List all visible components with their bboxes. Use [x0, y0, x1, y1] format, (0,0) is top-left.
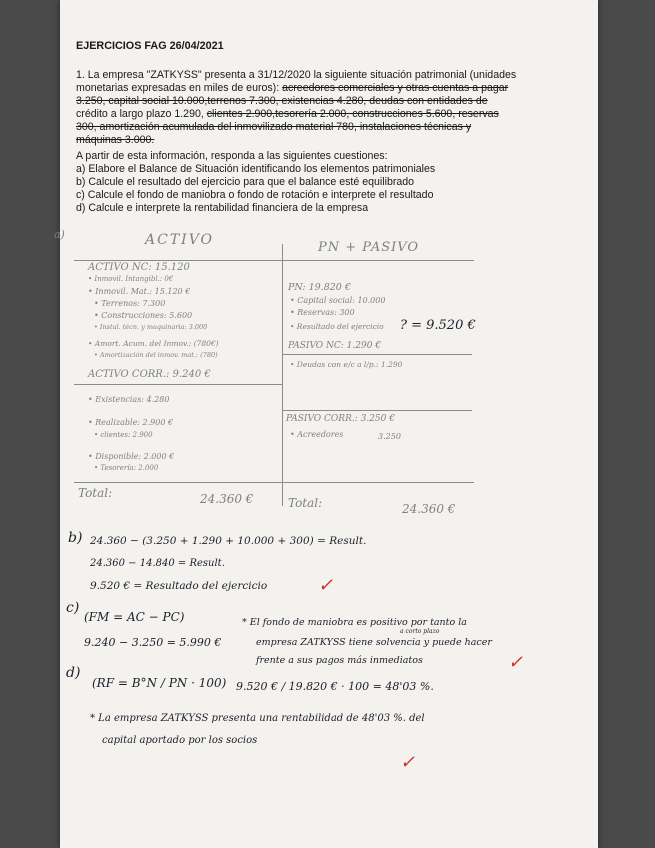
answer-d-label: d) [66, 665, 81, 681]
terrenos: • Terrenos: 7.300 [94, 299, 166, 308]
q1-instruction: A partir de esta información, responda a las siguientes cuestiones: [76, 150, 388, 162]
answer-d-calc: 9.520 € / 19.820 € · 100 = 48'03 %. [236, 680, 434, 693]
existencias: • Existencias: 4.280 [88, 395, 170, 404]
question-a: a) Elabore el Balance de Situación identificando los elementos patrimoniales [76, 163, 436, 175]
total-line [74, 482, 474, 483]
answer-d-formula: (RF = B°N / PN · 100) [92, 676, 227, 690]
total-pasivo: 24.360 € [402, 502, 456, 516]
inmov-intangible: • Inmovil. Intangibl.: 0€ [88, 275, 174, 283]
exercise-title: EJERCICIOS FAG 26/04/2021 [76, 40, 224, 52]
activo-nc: ACTIVO NC: 15.120 [88, 262, 190, 273]
q1-line5: 300, amortización acumulada del inmovilizado material 780, instalaciones técnicas y [76, 121, 472, 133]
q1-line3: 3.250, capital social 10.000,terrenos 7.300, existencias 4.280, deudas con entidades de [76, 95, 488, 107]
exam-paper [54, 0, 598, 848]
resultado-valor: ? = 9.520 € [400, 318, 476, 333]
activo-corriente: ACTIVO CORR.: 9.240 € [88, 369, 211, 380]
amortizacion-detalle: • Amortización del inmov. mat.: (780) [94, 351, 218, 359]
q1-line4: crédito a largo plazo 1.290, clientes 2.900,tesorería 2.000, construcciones 5.600, reservas [76, 108, 499, 120]
check-mark-b: ✓ [318, 575, 334, 596]
realizable: • Realizable: 2.900 € [88, 418, 174, 427]
acreedores-valor: 3.250 [378, 432, 401, 441]
answer-c-note-sup: a corto plazo [400, 628, 440, 635]
tesoreria: • Tesorería: 2.000 [94, 464, 159, 472]
reservas: • Reservas: 300 [290, 308, 355, 317]
activo-header: ACTIVO [145, 232, 215, 248]
answer-c-label: c) [66, 600, 80, 616]
answer-c-formula: (FM = AC − PC) [84, 610, 185, 624]
answer-b-result: 9.520 € = Resultado del ejercicio [90, 580, 268, 592]
activo-divider [74, 384, 282, 385]
resultado-ejercicio: • Resultado del ejercicio [290, 322, 384, 331]
deudas-lp: • Deudas con e/c a l/p.: 1.290 [290, 360, 403, 369]
question-c: c) Calcule el fondo de maniobra o fondo de rotación e interprete el resultado [76, 189, 434, 201]
pnc-divider [282, 354, 472, 355]
total-activo-label: Total: [78, 486, 113, 500]
check-mark-c: ✓ [508, 652, 524, 673]
instalaciones: • Instal. técn. y maquinaria: 3.000 [94, 323, 208, 331]
q1-line2: monetarias expresadas en miles de euros): acreedores comerciales y otras cuentas a pagar [76, 82, 509, 94]
pc-divider [282, 410, 472, 411]
answer-d-note2: capital aportado por los socios [102, 735, 258, 746]
amortizacion: • Amort. Acum. del Inmov.: (780€) [88, 339, 219, 348]
acreedores: • Acreedores [290, 430, 344, 439]
total-activo: 24.360 € [200, 492, 254, 506]
pasivo-nc: PASIVO NC: 1.290 € [288, 341, 382, 351]
q1-line6: máquinas 3.000. [76, 134, 155, 146]
table-top-line [74, 260, 474, 261]
answer-c-note3: frente a sus pagos más inmediatos [256, 655, 423, 666]
part-a-label: a) [54, 228, 65, 241]
construcciones: • Construcciones: 5.600 [94, 311, 193, 320]
inmov-material: • Inmovil. Mat.: 15.120 € [88, 287, 191, 296]
pn-pasivo-header: PN + PASIVO [318, 240, 420, 255]
clientes: • clientes: 2.900 [94, 431, 153, 439]
answer-c-calc: 9.240 − 3.250 = 5.990 € [84, 636, 222, 649]
q1-line1: 1. La empresa "ZATKYSS" presenta a 31/12/2020 la siguiente situación patrimonial (unidades [76, 69, 517, 81]
check-mark-d: ✓ [400, 752, 416, 773]
total-pasivo-label: Total: [288, 496, 323, 510]
table-center-line [282, 244, 283, 506]
pasivo-corriente: PASIVO CORR.: 3.250 € [286, 414, 395, 424]
patrimonio-neto: PN: 19.820 € [288, 282, 351, 293]
capital-social: • Capital social: 10.000 [290, 296, 386, 305]
answer-c-note2: empresa ZATKYSS tiene solvencia y puede hacer [256, 637, 492, 648]
answer-b-label: b) [68, 530, 83, 546]
answer-c-note1: * El fondo de maniobra es positivo por tanto la [242, 617, 467, 628]
answer-b-line1: 24.360 − (3.250 + 1.290 + 10.000 + 300) = Result. [90, 535, 367, 547]
question-b: b) Calcule el resultado del ejercicio para que el balance esté equilibrado [76, 176, 415, 188]
answer-d-note1: * La empresa ZATKYSS presenta una rentabilidad de 48'03 %. del [90, 713, 425, 724]
answer-b-line2: 24.360 − 14.840 = Result. [90, 558, 225, 569]
question-d: d) Calcule e interprete la rentabilidad financiera de la empresa [76, 202, 369, 214]
disponible: • Disponible: 2.000 € [88, 452, 175, 461]
